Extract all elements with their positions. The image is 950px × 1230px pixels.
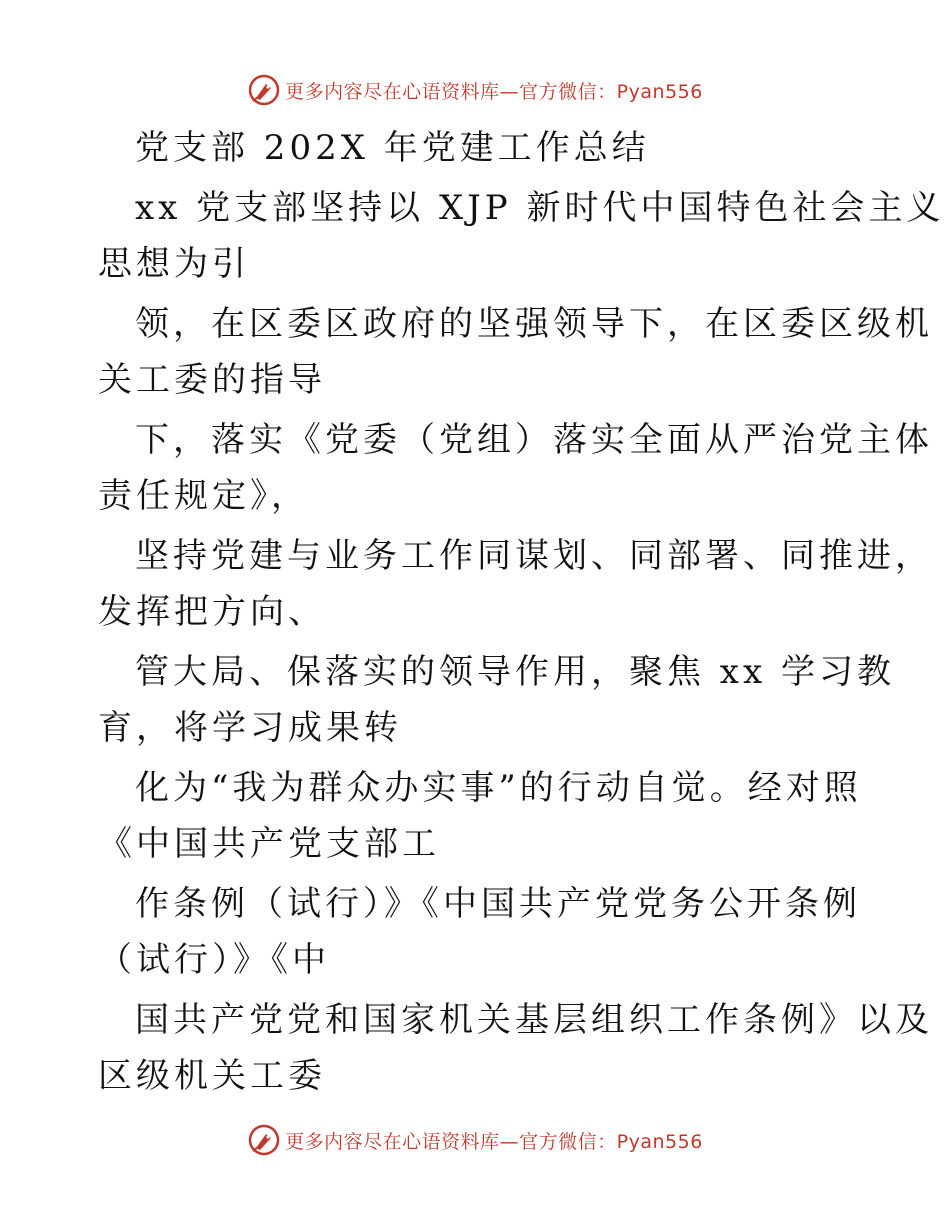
paragraph-line: 领，在区委区政府的坚强领导下，在区委区级机	[135, 304, 933, 344]
paragraph-line: （试行）》《中	[98, 940, 330, 980]
paragraph-line: 管大局、保落实的领导作用，聚焦 xx 学习教	[135, 652, 895, 692]
paragraph-line: 关工委的指导	[98, 360, 326, 400]
paragraph-line: 国共产党党和国家机关基层组织工作条例》以及	[135, 1000, 933, 1040]
footer-watermark-banner	[0, 1120, 950, 1160]
paragraph-line: 责任规定》，	[98, 476, 309, 516]
paragraph-line: 思想为引	[98, 244, 250, 284]
watermark-text: 更多内容尽在心语资料库—官方微信：Pyan556	[285, 80, 703, 103]
paragraph-line: xx 党支部坚持以 XJP 新时代中国特色社会主义	[135, 188, 945, 228]
paragraph-line: 下，落实《党委（党组）落实全面从严治党主体	[135, 420, 933, 460]
paragraph-line: 发挥把方向、	[98, 592, 326, 632]
paragraph-line: 作条例（试行）》《中国共产党党务公开条例	[135, 884, 861, 924]
paragraph-line: 育，将学习成果转	[98, 708, 402, 748]
paragraph-line: 化为“我为群众办实事”的行动自觉。经对照	[135, 768, 862, 808]
document-title: 党支部 202X 年党建工作总结	[135, 128, 650, 168]
paragraph-line: 《中国共产党支部工	[98, 824, 440, 864]
pen-nib-logo-icon	[247, 73, 281, 107]
header-watermark-banner	[0, 70, 950, 110]
paragraph-line: 区级机关工委	[98, 1056, 326, 1096]
paragraph-line: 坚持党建与业务工作同谋划、同部署、同推进，	[135, 536, 933, 576]
pen-nib-logo-icon	[247, 1123, 281, 1157]
watermark-text: 更多内容尽在心语资料库—官方微信：Pyan556	[285, 1130, 703, 1153]
